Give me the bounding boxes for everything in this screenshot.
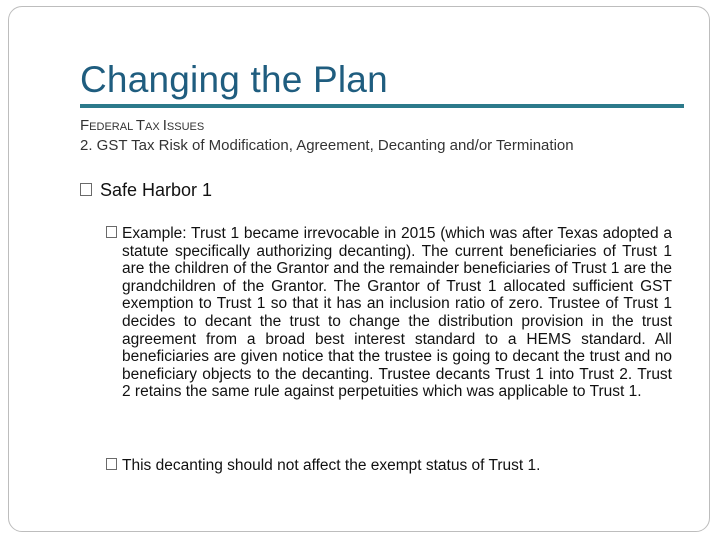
subtitle-line: 2. GST Tax Risk of Modification, Agreement, Decanting and/or Termination bbox=[80, 137, 574, 154]
level1-bullet bbox=[80, 179, 212, 201]
section-label-part-3: SSUES bbox=[166, 121, 205, 133]
section-label-letter-2: T bbox=[135, 117, 146, 134]
hollow-square-bullet-icon bbox=[106, 226, 117, 238]
section-label-letter-1: F bbox=[80, 117, 90, 134]
section-label-part-1: EDERAL bbox=[89, 121, 136, 133]
conclusion-text: This decanting should not affect the exempt status of Trust 1. bbox=[122, 457, 541, 474]
title-underline-rule bbox=[80, 104, 684, 108]
section-label-part-2: AX bbox=[145, 121, 163, 133]
section-label-letter-3: I bbox=[162, 117, 167, 134]
example-text: Example: Trust 1 became irrevocable in 2015 (which was after Texas adopted a statute specifically authorizing decanting). The current beneficiaries of Trust 1 are the children of the Grantor and the remainder beneficiaries of Trust 1 are the grandchildren of the Grantor. The Grantor of Trust 1 allocated sufficient GST exemption to Trust 1 so that it has an inclusion ratio of zero. Trustee of Trust 1 decides to decant the trust to change the distribution provision in the trust agreement from a broad best interest standard to a HEMS standard. All beneficiaries are given notice that the trustee is going to decant the trust and no beneficiary objects to the decanting. Trustee decants Trust 1 into Trust 2. Trust 2 retains the same rule against perpetuities which was applicable to Trust 1. bbox=[122, 225, 672, 401]
level2-bullet-example bbox=[106, 225, 672, 401]
section-label bbox=[80, 117, 204, 136]
hollow-square-bullet-icon bbox=[106, 458, 117, 470]
slide-title: Changing the Plan bbox=[80, 59, 388, 100]
hollow-square-bullet-icon bbox=[80, 183, 92, 196]
level1-bullet-text: Safe Harbor 1 bbox=[100, 180, 213, 200]
level2-bullet-conclusion bbox=[106, 457, 672, 475]
